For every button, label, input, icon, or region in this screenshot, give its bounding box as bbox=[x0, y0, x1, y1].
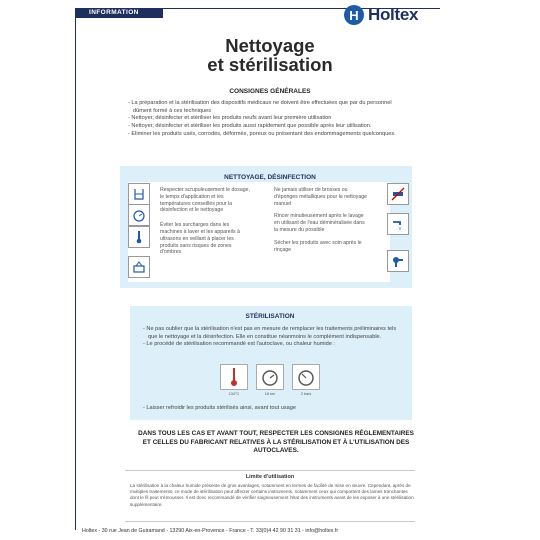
title-line-2: et stérilisation bbox=[207, 54, 333, 75]
general-item: - La préparation et la stérilisation des dispositifs médicaux ne doivent être effectuées que par du personnel dûment formé à ces techniques bbox=[128, 100, 392, 114]
sterilisation-last bbox=[143, 405, 406, 413]
faucet-icon bbox=[387, 213, 409, 235]
cleaning-left-column bbox=[160, 187, 252, 261]
beaker-icon bbox=[128, 183, 150, 205]
timer-icon bbox=[256, 364, 284, 390]
pressure-caption: 2 bars bbox=[300, 392, 312, 396]
cleaning-heading: NETTOYAGE, DÉSINFECTION bbox=[224, 174, 316, 181]
holtex-logo-mark bbox=[344, 5, 364, 25]
timer-icon bbox=[128, 204, 150, 226]
logo-mark-letter: H bbox=[349, 7, 359, 23]
brand-name: Holtex bbox=[368, 5, 419, 24]
footer-address: Holtex - 30 rue Jean de Guiramand - 13290 Aix-en-Provence - France - T. 33(0)4 42 90 31 31 - info@holtex.fr bbox=[82, 528, 339, 534]
general-heading: CONSIGNES GÉNÉRALES bbox=[229, 88, 311, 95]
warning-notice: DANS TOUS LES CAS ET AVANT TOUT, RESPECTER LES CONSIGNES RÉGLEMENTAIRES ET CELLES DU FABRICANT RELATIVES À LA STÉRILISATION ET À L'UTILISATION DES AUTOCLAVES. bbox=[138, 430, 414, 454]
general-item: - Nettoyer, désinfecter et stériliser les produits neufs avant leur première utilisation bbox=[128, 115, 332, 122]
cleaning-left-item: Éviter les surcharges dans les machines à laver et les appareils à ultrasons en veillant à placer les produits sans risques de zones d'ombres bbox=[160, 222, 240, 256]
cleaning-right-item: Sécher les produits avec soin après le rinçage bbox=[274, 239, 362, 253]
sterilisation-heading: STÉRILISATION bbox=[245, 313, 295, 320]
thermometer-icon bbox=[220, 364, 248, 390]
sterilisation-list bbox=[143, 326, 406, 349]
scale-icon bbox=[128, 256, 150, 278]
sterilisation-panel bbox=[130, 306, 412, 420]
holtex-logo bbox=[344, 4, 418, 26]
cleaning-right-column bbox=[274, 187, 369, 258]
general-item: - Eliminer les produits usés, corrodés, déformés, poreux ou présentant des endommagements quelconques. bbox=[128, 130, 396, 137]
thermometer-icon bbox=[128, 226, 150, 248]
duration-caption: 18 mn bbox=[264, 392, 276, 396]
temperature-caption: 134°C bbox=[228, 392, 240, 396]
no-brush-icon bbox=[387, 183, 409, 205]
sterilisation-item: - Laisser refroidir les produits stérilisés ainsi, avant tout usage bbox=[143, 405, 296, 411]
sterilisation-item: - Ne pas oublier que la stérilisation n'est pas en mesure de remplacer les traitements préliminaires tels que le nettoyage et la désinfection. Elle en constitue néanmoins le complément indispensable. bbox=[143, 326, 397, 340]
general-item: - Nettoyer, désinfecter et stériliser les produits aussi rapidement que possible après leur utilisation. bbox=[128, 123, 372, 130]
general-list bbox=[128, 100, 408, 139]
limit-title: Limite d'utilisation bbox=[245, 474, 295, 480]
sterilisation-item: - Le procédé de stérilisation recommandé est l'autoclave, ou chaleur humide : bbox=[143, 341, 335, 348]
hair-dryer-icon bbox=[387, 250, 409, 272]
limit-text: La stérilisation à la chaleur humide présente de gros avantages, notamment en termes de facilité de mise en œuvre. Cependant, après de multiples traitements, ce mode de stérilisation peut affecter certains instruments, notamment ceux qui comportent des lames tranchantes dont le fil peut s'émousser. Il est donc recommandé de vérifier soigneusement l'état des instruments avant de les exposer à une stérilisation supplémentaire. bbox=[130, 483, 414, 507]
cleaning-right-item: Ne jamais utiliser de brosses ou d'éponges métalliques pour le nettoyage manuel bbox=[274, 187, 367, 207]
cleaning-left-item: Respecter scrupuleusement le dosage, le temps d'application et les températures conseillés pour la désinfection et le nettoyage bbox=[160, 187, 250, 214]
cleaning-right-item: Rincer minutieusement après le lavage en utilisant de l'eau déminéralisée dans la mesure du possible bbox=[274, 213, 365, 233]
pressure-gauge-icon bbox=[292, 364, 320, 390]
information-tag: INFORMATION bbox=[75, 8, 163, 18]
page-title bbox=[110, 36, 430, 74]
title-line-1: Nettoyage bbox=[225, 35, 315, 56]
